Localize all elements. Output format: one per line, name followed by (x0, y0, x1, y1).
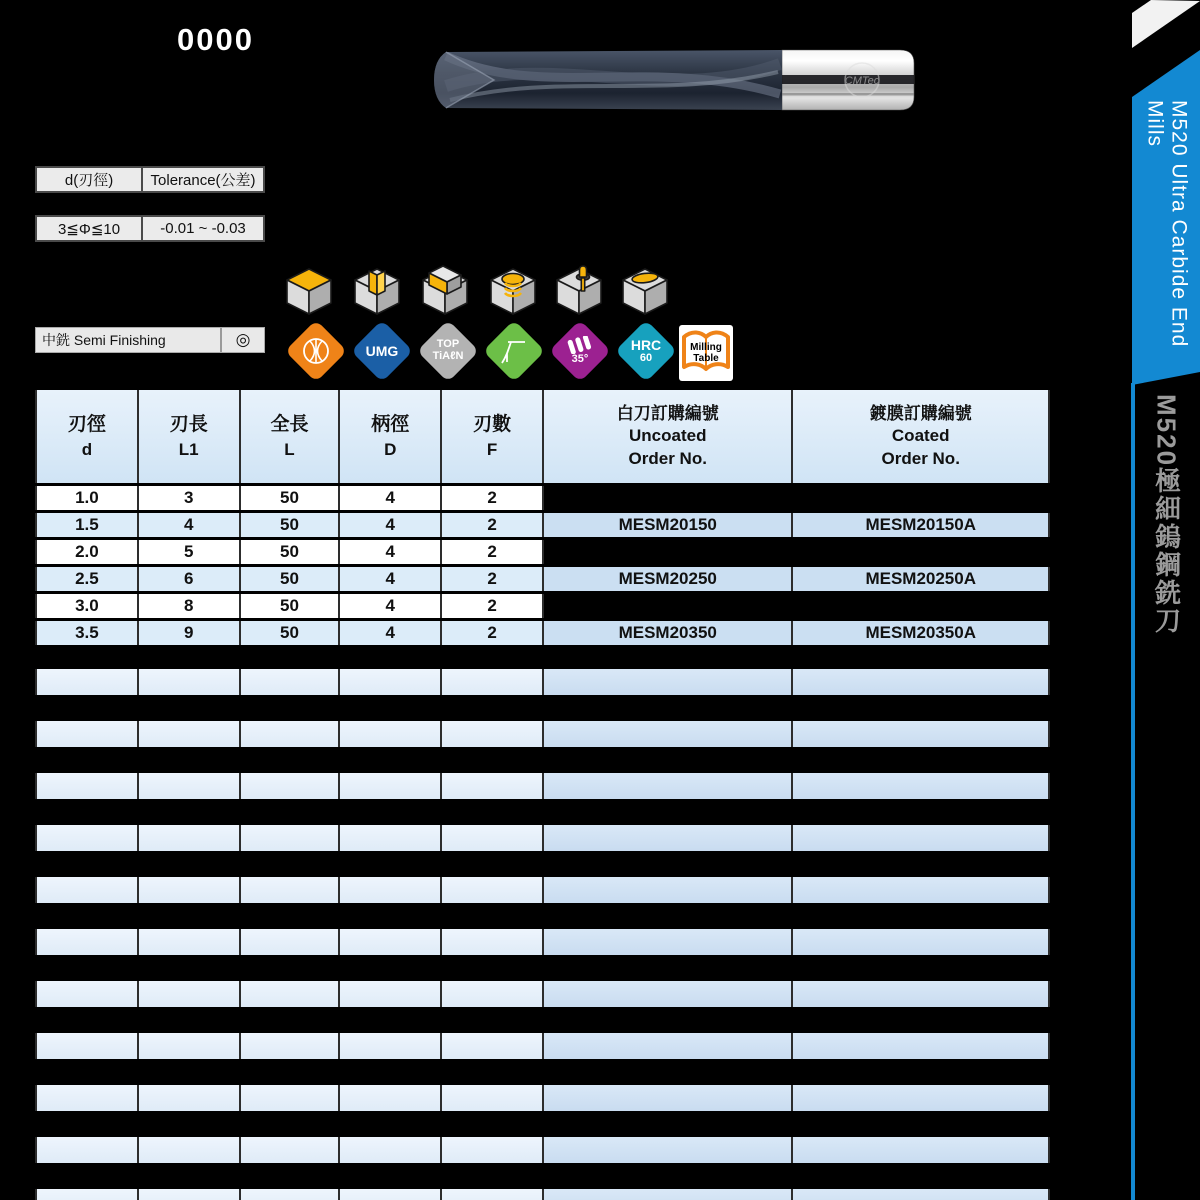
empty-cell (793, 877, 1049, 903)
empty-cell (544, 721, 794, 747)
cell-coated (793, 594, 1049, 618)
empty-cell (442, 877, 544, 903)
empty-table-row (35, 773, 1050, 799)
empty-cell (793, 929, 1049, 955)
helix-angle-label: 35° (571, 353, 589, 366)
empty-cell (241, 929, 341, 955)
empty-cell (340, 981, 442, 1007)
empty-cell (139, 825, 241, 851)
cell-coated: MESM20350A (793, 621, 1049, 645)
tolerance-header-row (35, 166, 265, 193)
tialn-label: TiAℓN (432, 350, 464, 362)
empty-cell (139, 1137, 241, 1163)
corner-geometry-badge (484, 321, 544, 381)
empty-cell (241, 773, 341, 799)
empty-cell (793, 721, 1049, 747)
cell-uncoated (544, 594, 794, 618)
cell-l: 50 (241, 540, 341, 564)
cell-shank: 4 (340, 621, 442, 645)
cell-l1: 5 (139, 540, 241, 564)
cell-d: 2.5 (37, 567, 139, 591)
finishing-rating: ◎ (220, 328, 264, 352)
cell-coated: MESM20150A (793, 513, 1049, 537)
col-header-d: 刃徑 d (37, 390, 139, 483)
empty-cell (340, 773, 442, 799)
col-header-l1: 刃長 L1 (139, 390, 241, 483)
top-tialn-badge (418, 321, 478, 381)
empty-cell (442, 721, 544, 747)
empty-cell (544, 669, 794, 695)
top-label: TOP (436, 338, 460, 351)
empty-table-row (35, 825, 1050, 851)
helical-milling-icon (487, 264, 539, 318)
empty-table-row (35, 1137, 1050, 1163)
flute-icon (565, 336, 595, 354)
page-title: 0000 (177, 22, 254, 57)
empty-table-row (35, 1189, 1050, 1200)
empty-cell (544, 1085, 794, 1111)
empty-cell (544, 1137, 794, 1163)
empty-cell (340, 1085, 442, 1111)
empty-cell (544, 1033, 794, 1059)
hrc-label: HRC (630, 336, 662, 353)
ramping-icon (619, 264, 671, 318)
cell-l1: 6 (139, 567, 241, 591)
tolerance-header-tol: Tolerance(公差) (141, 168, 263, 191)
cell-l: 50 (241, 567, 341, 591)
empty-cell (241, 721, 341, 747)
empty-rows-section (35, 669, 1050, 1200)
cell-flutes: 2 (442, 540, 544, 564)
cell-coated: MESM20250A (793, 567, 1049, 591)
empty-table-row (35, 1033, 1050, 1059)
cell-d: 2.0 (37, 540, 139, 564)
empty-cell (340, 721, 442, 747)
series-ribbon (1133, 100, 1200, 378)
cell-l1: 9 (139, 621, 241, 645)
empty-cell (793, 1033, 1049, 1059)
series-category (1136, 390, 1198, 640)
empty-cell (340, 669, 442, 695)
cell-d: 1.0 (37, 486, 139, 510)
tolerance-value: -0.01 ~ -0.03 (141, 217, 263, 240)
empty-cell (37, 1189, 139, 1200)
empty-cell (139, 773, 241, 799)
empty-cell (139, 981, 241, 1007)
empty-cell (241, 1033, 341, 1059)
finishing-label: 中銑 Semi Finishing (42, 332, 166, 348)
empty-table-row (35, 721, 1050, 747)
cell-flutes: 2 (442, 621, 544, 645)
col-header-uncoated: 白刀訂購編號 Uncoated Order No. (544, 390, 794, 483)
table-row (35, 621, 1050, 645)
empty-cell (37, 773, 139, 799)
empty-cell (340, 929, 442, 955)
empty-cell (793, 773, 1049, 799)
cell-coated (793, 486, 1049, 510)
cell-l: 50 (241, 621, 341, 645)
cell-uncoated: MESM20150 (544, 513, 794, 537)
col-header-shank: 柄徑 D (340, 390, 442, 483)
face-milling-icon (283, 264, 335, 318)
cell-shank: 4 (340, 513, 442, 537)
corner-profile-icon (498, 335, 530, 367)
empty-cell (37, 1033, 139, 1059)
cell-flutes: 2 (442, 486, 544, 510)
col-header-coated: 鍍膜訂購編號 Coated Order No. (793, 390, 1049, 483)
empty-cell (37, 981, 139, 1007)
empty-cell (241, 981, 341, 1007)
empty-cell (340, 1137, 442, 1163)
empty-cell (241, 1137, 341, 1163)
tolerance-range: 3≦Φ≦10 (57, 220, 121, 238)
empty-table-row (35, 1085, 1050, 1111)
cell-shank: 4 (340, 540, 442, 564)
empty-cell (340, 825, 442, 851)
empty-cell (544, 981, 794, 1007)
shoulder-milling-icon (419, 264, 471, 318)
product-table (35, 390, 1050, 648)
empty-cell (442, 825, 544, 851)
cell-shank: 4 (340, 486, 442, 510)
empty-cell (37, 721, 139, 747)
table-row (35, 486, 1050, 510)
empty-cell (442, 1033, 544, 1059)
empty-cell (37, 669, 139, 695)
empty-cell (544, 825, 794, 851)
tolerance-header-d: d(刃徑) (64, 172, 114, 189)
cell-l: 50 (241, 594, 341, 618)
empty-table-row (35, 981, 1050, 1007)
endmill-geometry-badge (286, 321, 346, 381)
umg-label: UMG (365, 342, 399, 359)
empty-cell (139, 1085, 241, 1111)
empty-cell (544, 773, 794, 799)
milling-table-label2: Table (693, 353, 719, 364)
empty-cell (139, 669, 241, 695)
cell-flutes: 2 (442, 513, 544, 537)
tolerance-value-row (35, 215, 265, 242)
empty-table-row (35, 929, 1050, 955)
empty-cell (340, 1033, 442, 1059)
empty-cell (37, 877, 139, 903)
endmill-cross-section-icon (300, 335, 332, 367)
empty-cell (37, 929, 139, 955)
sidebar-accent-line (1131, 383, 1135, 1200)
cell-flutes: 2 (442, 567, 544, 591)
cell-l: 50 (241, 513, 341, 537)
empty-cell (139, 1033, 241, 1059)
empty-cell (793, 981, 1049, 1007)
series-ribbon-label: M520 Ultra Carbide End Mills (1143, 100, 1191, 348)
empty-cell (442, 1085, 544, 1111)
empty-cell (37, 1137, 139, 1163)
cell-l1: 4 (139, 513, 241, 537)
empty-cell (241, 669, 341, 695)
table-row (35, 513, 1050, 537)
empty-cell (793, 1137, 1049, 1163)
endmill-photo (430, 42, 920, 118)
cell-d: 3.0 (37, 594, 139, 618)
umg-badge (352, 321, 412, 381)
table-row (35, 567, 1050, 591)
empty-cell (442, 669, 544, 695)
cell-coated (793, 540, 1049, 564)
slot-milling-icon (351, 264, 403, 318)
cell-uncoated: MESM20250 (544, 567, 794, 591)
empty-table-row (35, 669, 1050, 695)
milling-table-badge (679, 325, 733, 381)
empty-cell (241, 877, 341, 903)
drilling-icon (553, 264, 605, 318)
table-row (35, 594, 1050, 618)
empty-cell (442, 981, 544, 1007)
empty-cell (793, 1085, 1049, 1111)
empty-cell (241, 1085, 341, 1111)
svg-text:CMTec: CMTec (844, 75, 880, 87)
cell-shank: 4 (340, 594, 442, 618)
empty-cell (37, 1085, 139, 1111)
cell-shank: 4 (340, 567, 442, 591)
helix-35-badge (550, 321, 610, 381)
cell-d: 3.5 (37, 621, 139, 645)
finishing-bar (35, 327, 265, 353)
empty-cell (793, 1189, 1049, 1200)
cell-uncoated: MESM20350 (544, 621, 794, 645)
hrc60-badge (616, 321, 676, 381)
cell-uncoated (544, 540, 794, 564)
empty-cell (793, 669, 1049, 695)
table-row (35, 540, 1050, 564)
empty-cell (442, 1189, 544, 1200)
empty-cell (793, 825, 1049, 851)
cell-flutes: 2 (442, 594, 544, 618)
col-header-l: 全長 L (241, 390, 341, 483)
milling-table-label1: Milling (690, 342, 722, 353)
empty-cell (340, 1189, 442, 1200)
cell-l1: 3 (139, 486, 241, 510)
empty-cell (544, 877, 794, 903)
col-header-flutes: 刃數 F (442, 390, 544, 483)
empty-cell (139, 877, 241, 903)
empty-cell (241, 1189, 341, 1200)
table-header-row (35, 390, 1050, 483)
empty-cell (442, 773, 544, 799)
empty-table-row (35, 877, 1050, 903)
empty-cell (340, 877, 442, 903)
empty-cell (139, 929, 241, 955)
series-category-label: M520極細鎢鋼銑刀 (1151, 394, 1182, 636)
cell-d: 1.5 (37, 513, 139, 537)
empty-cell (139, 1189, 241, 1200)
empty-cell (139, 721, 241, 747)
empty-cell (442, 1137, 544, 1163)
empty-cell (544, 1189, 794, 1200)
cell-uncoated (544, 486, 794, 510)
empty-cell (442, 929, 544, 955)
empty-cell (37, 825, 139, 851)
cell-l1: 8 (139, 594, 241, 618)
hrc-value: 60 (639, 351, 653, 364)
empty-cell (241, 825, 341, 851)
empty-cell (544, 929, 794, 955)
cell-l: 50 (241, 486, 341, 510)
